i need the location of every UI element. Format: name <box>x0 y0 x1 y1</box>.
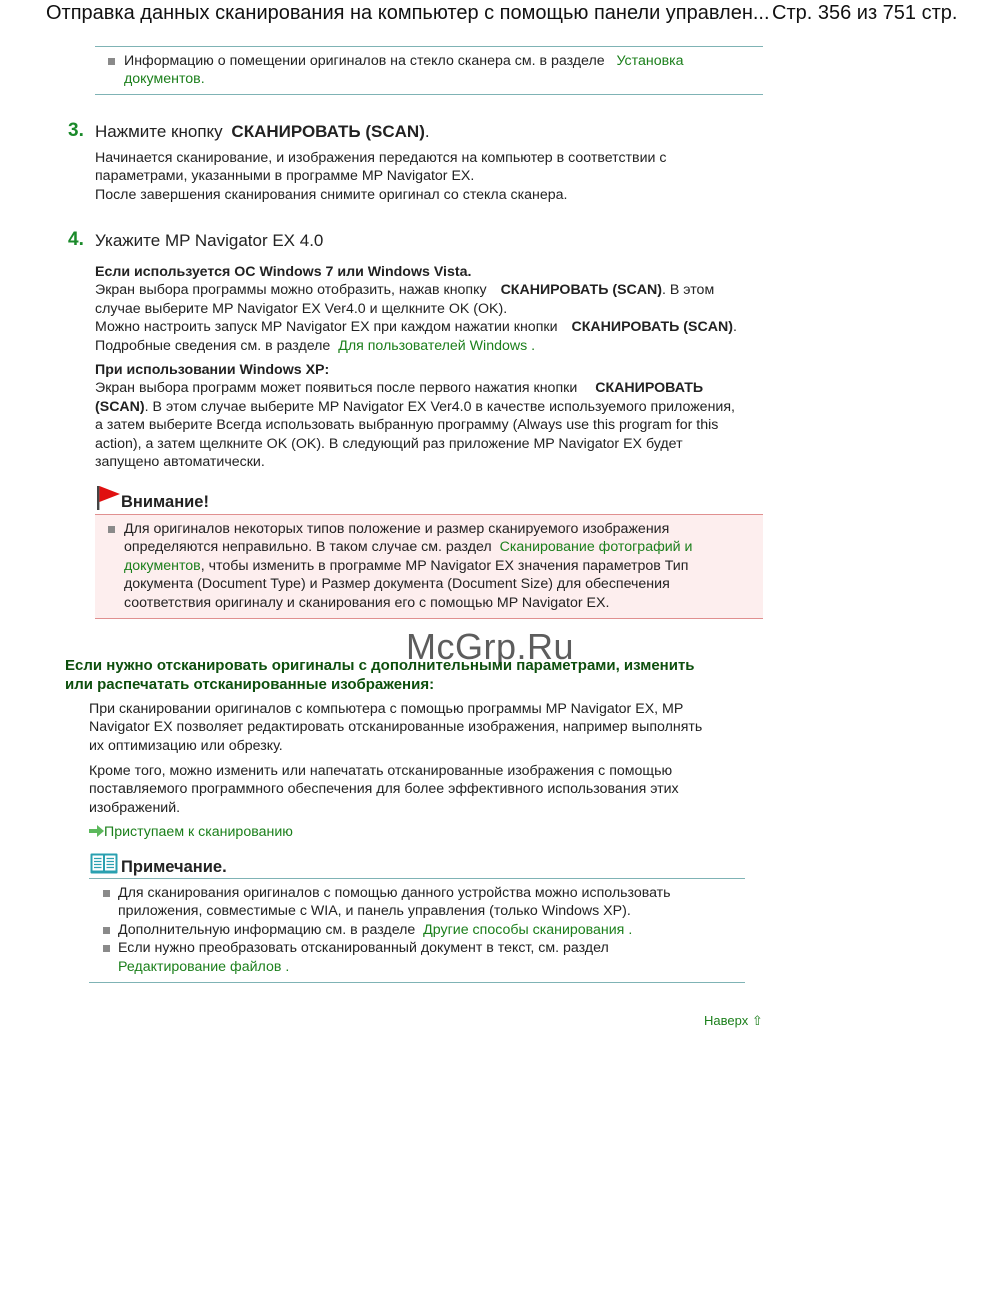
note-line <box>118 958 748 976</box>
step-3-title <box>95 122 430 142</box>
note-text: . <box>628 921 633 938</box>
step-4-win7 <box>95 263 765 355</box>
divider <box>89 878 745 879</box>
step-3-line: параметрами, указанными в программе MP Navigator EX. <box>95 168 475 185</box>
win7-text: . <box>732 319 737 336</box>
scan-button-label: СКАНИРОВАТЬ (SCAN) <box>500 282 662 299</box>
xp-line <box>95 398 765 416</box>
top-note <box>124 52 764 89</box>
link-editing-files[interactable]: Редактирование файлов <box>118 958 282 975</box>
win7-text: Подробные сведения см. в разделе <box>95 337 331 354</box>
scan-button-label: СКАНИРОВАТЬ (SCAN) <box>231 122 425 141</box>
caution-title: Внимание! <box>121 493 209 511</box>
bullet-square-icon <box>103 890 110 897</box>
bullet-square-icon <box>103 927 110 934</box>
win7-text: Экран выбора программы можно отобразить, нажав кнопку <box>95 282 487 299</box>
back-to-top[interactable] <box>704 1013 763 1029</box>
step-3-line: Начинается сканирование, и изображения передаются на компьютер в соответствии с <box>95 150 667 166</box>
xp-text: Экран выбора программ может появиться после первого нажатия кнопки <box>95 380 578 397</box>
step-4-xp <box>95 361 765 471</box>
top-note-tail: . <box>200 71 205 88</box>
extra-paragraph-1 <box>89 700 759 755</box>
xp-line: а затем выберите Всегда использовать выбранную программу (Always use this program for this <box>95 417 719 434</box>
caution-line: документа (Document Type) и Размер документа (Document Size) для обеспечения <box>124 576 670 593</box>
caution-text-part: определяются неправильно. В таком случае см. раздел <box>124 539 492 556</box>
step-3-number: 3. <box>68 120 84 141</box>
paragraph-line: изображений. <box>89 799 181 816</box>
paragraph-line: их оптимизацию или обрезку. <box>89 737 283 754</box>
divider <box>95 94 763 95</box>
win7-text: Можно настроить запуск MP Navigator EX при каждом нажатии кнопки <box>95 319 558 336</box>
step-3-prefix: Нажмите кнопку <box>95 122 223 141</box>
caution-line <box>124 557 764 575</box>
win7-heading: Если используется ОС Windows 7 или Windows Vista. <box>95 264 472 280</box>
bullet-square-icon <box>108 58 115 65</box>
win7-text: . <box>531 337 536 354</box>
link-start-scanning[interactable]: Приступаем к сканированию <box>104 824 293 840</box>
xp-text: . В этом случае выберите MP Navigator EX Ver4.0 в качестве используемого приложения, <box>144 398 735 415</box>
section-heading <box>65 656 765 694</box>
win7-line: случае выберите MP Navigator EX Ver4.0 и щелкните OK (OK). <box>95 300 508 317</box>
bullet-square-icon <box>108 526 115 533</box>
note-text: . <box>285 958 290 975</box>
xp-line <box>95 379 765 397</box>
paragraph-line: При сканировании оригиналов с компьютера с помощью программы MP Navigator EX, MP <box>89 701 684 717</box>
caution-text <box>124 520 764 612</box>
xp-line: запущено автоматически. <box>95 454 265 471</box>
link-other-scan-methods[interactable]: Другие способы сканирования <box>423 921 625 938</box>
arrow-right-icon <box>89 825 104 837</box>
link-scanning-photos-cont[interactable]: документов <box>124 557 201 574</box>
win7-line <box>95 281 765 299</box>
watermark: McGrp.Ru <box>406 626 575 667</box>
caution-line <box>124 538 764 556</box>
arrow-up-icon: ⇧ <box>751 1013 763 1028</box>
win7-line <box>95 337 765 355</box>
bullet-square-icon <box>103 945 110 952</box>
caution-text-part: , чтобы изменить в программе MP Navigator EX значения параметров Тип <box>200 557 689 574</box>
scan-button-label: СКАНИРОВАТЬ (SCAN) <box>571 319 733 336</box>
book-note-icon <box>90 853 118 874</box>
note-line <box>118 921 748 939</box>
note-line: Если нужно преобразовать отсканированный документ в текст, см. раздел <box>118 940 609 957</box>
paragraph-line: Navigator EX позволяет редактировать отсканированные изображения, например выполнять <box>89 719 703 736</box>
page-counter: Стр. 356 из 751 стр. <box>772 2 958 24</box>
section-heading-line: Если нужно отсканировать оригиналы с дополнительными параметрами, изменить <box>65 657 695 674</box>
caution-line: соответствия оригиналу и сканирования его с помощью MP Navigator EX. <box>124 594 610 611</box>
top-note-text: Информацию о помещении оригиналов на стекло сканера см. в разделе <box>124 53 605 69</box>
link-windows-users[interactable]: Для пользователей Windows <box>338 337 528 354</box>
scan-button-label: (SCAN) <box>95 398 145 415</box>
xp-heading: При использовании Windows XP: <box>95 362 330 378</box>
extra-paragraph-2 <box>89 762 759 817</box>
link-install-docs[interactable]: Установка документов <box>124 53 684 88</box>
scan-button-label: СКАНИРОВАТЬ <box>595 380 704 397</box>
note-title: Примечание. <box>121 858 227 876</box>
note-line: Для сканирования оригиналов с помощью данного устройства можно использовать <box>118 885 671 901</box>
caution-line: Для оригиналов некоторых типов положение и размер сканируемого изображения <box>124 521 670 537</box>
note-line: приложения, совместимые с WIA, и панель управления (только Windows XP). <box>118 903 631 920</box>
start-scanning-row[interactable] <box>89 823 293 841</box>
section-heading-line: или распечатать отсканированные изображения: <box>65 676 435 693</box>
step-4-number: 4. <box>68 229 84 250</box>
step-4-title: Укажите MP Navigator EX 4.0 <box>95 231 324 250</box>
link-top[interactable]: Наверх <box>704 1013 749 1028</box>
paragraph-line: поставляемого программного обеспечения для более эффективного использования этих <box>89 781 679 798</box>
paragraph-line: Кроме того, можно изменить или напечатать отсканированные изображения с помощью <box>89 763 673 779</box>
caution-flag-icon <box>96 485 122 511</box>
note-list <box>118 884 748 976</box>
divider <box>89 982 745 983</box>
xp-line: action), а затем щелкните OK (OK). В следующий раз приложение MP Navigator EX будет <box>95 435 683 452</box>
step-3-suffix: . <box>424 122 430 141</box>
step-3-body <box>95 149 755 204</box>
step-3-line: После завершения сканирования снимите оригинал со стекла сканера. <box>95 186 568 203</box>
divider <box>95 46 763 47</box>
document-title: Отправка данных сканирования на компьютер с помощью панели управлен... <box>46 2 770 24</box>
win7-line <box>95 318 765 336</box>
win7-text: . В этом <box>662 282 715 299</box>
link-scanning-photos[interactable]: Сканирование фотографий и <box>499 539 693 556</box>
note-text: Дополнительную информацию см. в разделе <box>118 921 416 938</box>
